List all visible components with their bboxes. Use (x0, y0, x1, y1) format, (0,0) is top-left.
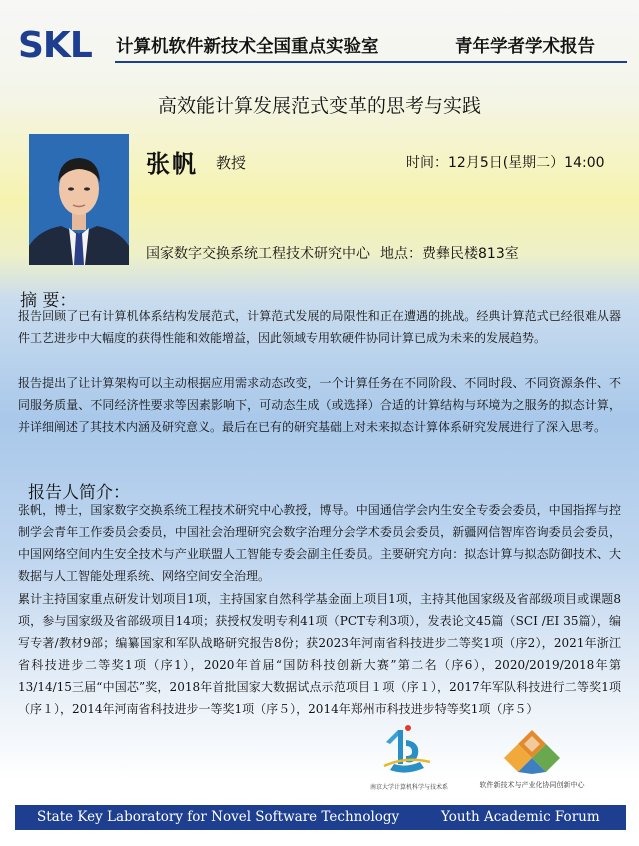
bio-paragraph-2: 累计主持国家重点研发计划项目1项，主持国家自然科学基金面上项目1项，主持其他国家级及省部级项目或课题8项，参与国家级及省部级项目14项；获授权发明专利41项（PCT专利3项），发表论文45篇（SCI /EI 35篇），编写专著/教材9部；编纂国家和军队战略研究报告8份；获2023年河南省科技进步二等奖1项（序2），2021年浙江省科技进步二等奖1项（序1），2020年首届“国防科技创新大赛”第二名（序6），2020/2019/2018年第13/14/15三届“中国芯”奖，2018年首批国家大数据试点示范项目１项（序１），2017年军队科技进行二等奖1项（序１），2014年河南省科技进步一等奖1项（序５），2014年郑州市科技进步特等奖1项（序５） (18, 592, 621, 716)
abstract-paragraph-2: 报告提出了让计算架构可以主动根据应用需求动态改变，一个计算任务在不同阶段、不同时段、不同资源条件、不同服务质量、不同经济性要求等因素影响下，可动态生成（或选择）合适的计算结构与环境为之服务的拟态计算，并详细阐述了其技术内涵及研究意义。最后在已有的研究基础上对未来拟态计算体系研究发展进行了深入思考。 (18, 376, 621, 434)
header-divider (115, 61, 627, 63)
speaker-photo (29, 134, 129, 265)
talk-time: 时间：12月5日(星期二）14:00 (406, 155, 605, 171)
innovation-center-logo (479, 728, 585, 789)
skl-logo (18, 24, 106, 66)
speaker-name: 张帆 (146, 150, 198, 178)
skl-logo-text: SKL (18, 25, 92, 66)
talk-title: 高效能计算发展范式变革的思考与实践 (157, 95, 481, 117)
nju-cs-logo (369, 722, 448, 791)
innovation-center-caption: 软件新技术与产业化协同创新中心 (479, 781, 585, 789)
speaker-title: 教授 (216, 154, 247, 172)
bio-paragraph-1: 张帆，博士，国家数字交换系统工程技术研究中心教授，博导。中国通信学会内生安全专委会委员，中国指挥与控制学会青年工作委员会委员，中国社会治理研究会数字治理分会学术委员会委员，新疆网信智库咨询委员会委员，中国网络空间内生安全技术与产业联盟人工智能专委会副主任委员。主要研究方向：拟态计算与拟态防御技术、大数据与人工智能处理系统、网络空间安全治理。 (18, 503, 621, 583)
talk-location: 地点：费彝民楼813室 (380, 246, 519, 262)
header (0, 0, 639, 70)
abstract-paragraph-1: 报告回顾了已有计算机体系结构发展范式，计算范式发展的局限性和正在遭遇的挑战。经典计算范式已经很难从器件工艺进步中大幅度的获得性能和效能增益，因此领域专用软硬件协同计算已成为未来的发展趋势。 (18, 309, 621, 345)
speaker-affiliation: 国家数字交换系统工程技术研究中心 (146, 246, 370, 262)
speaker-portrait-image (29, 134, 129, 265)
footer-forum-name: Youth Academic Forum (441, 809, 600, 825)
innovation-center-mark (502, 728, 562, 776)
footer-lab-name: State Key Laboratory for Novel Software Technology (37, 809, 400, 825)
lab-name: 计算机软件新技术全国重点实验室 (116, 37, 379, 57)
abstract-heading: 摘 要： (20, 291, 77, 311)
footer-bar (15, 805, 626, 830)
nju-logo-caption: 南京大学计算机科学与技术系 (369, 784, 448, 791)
nju-logo-mark (376, 722, 438, 778)
bio-heading: 报告人简介： (28, 483, 130, 503)
affiliation-line (146, 243, 529, 263)
series-name: 青年学者学术报告 (455, 37, 595, 57)
